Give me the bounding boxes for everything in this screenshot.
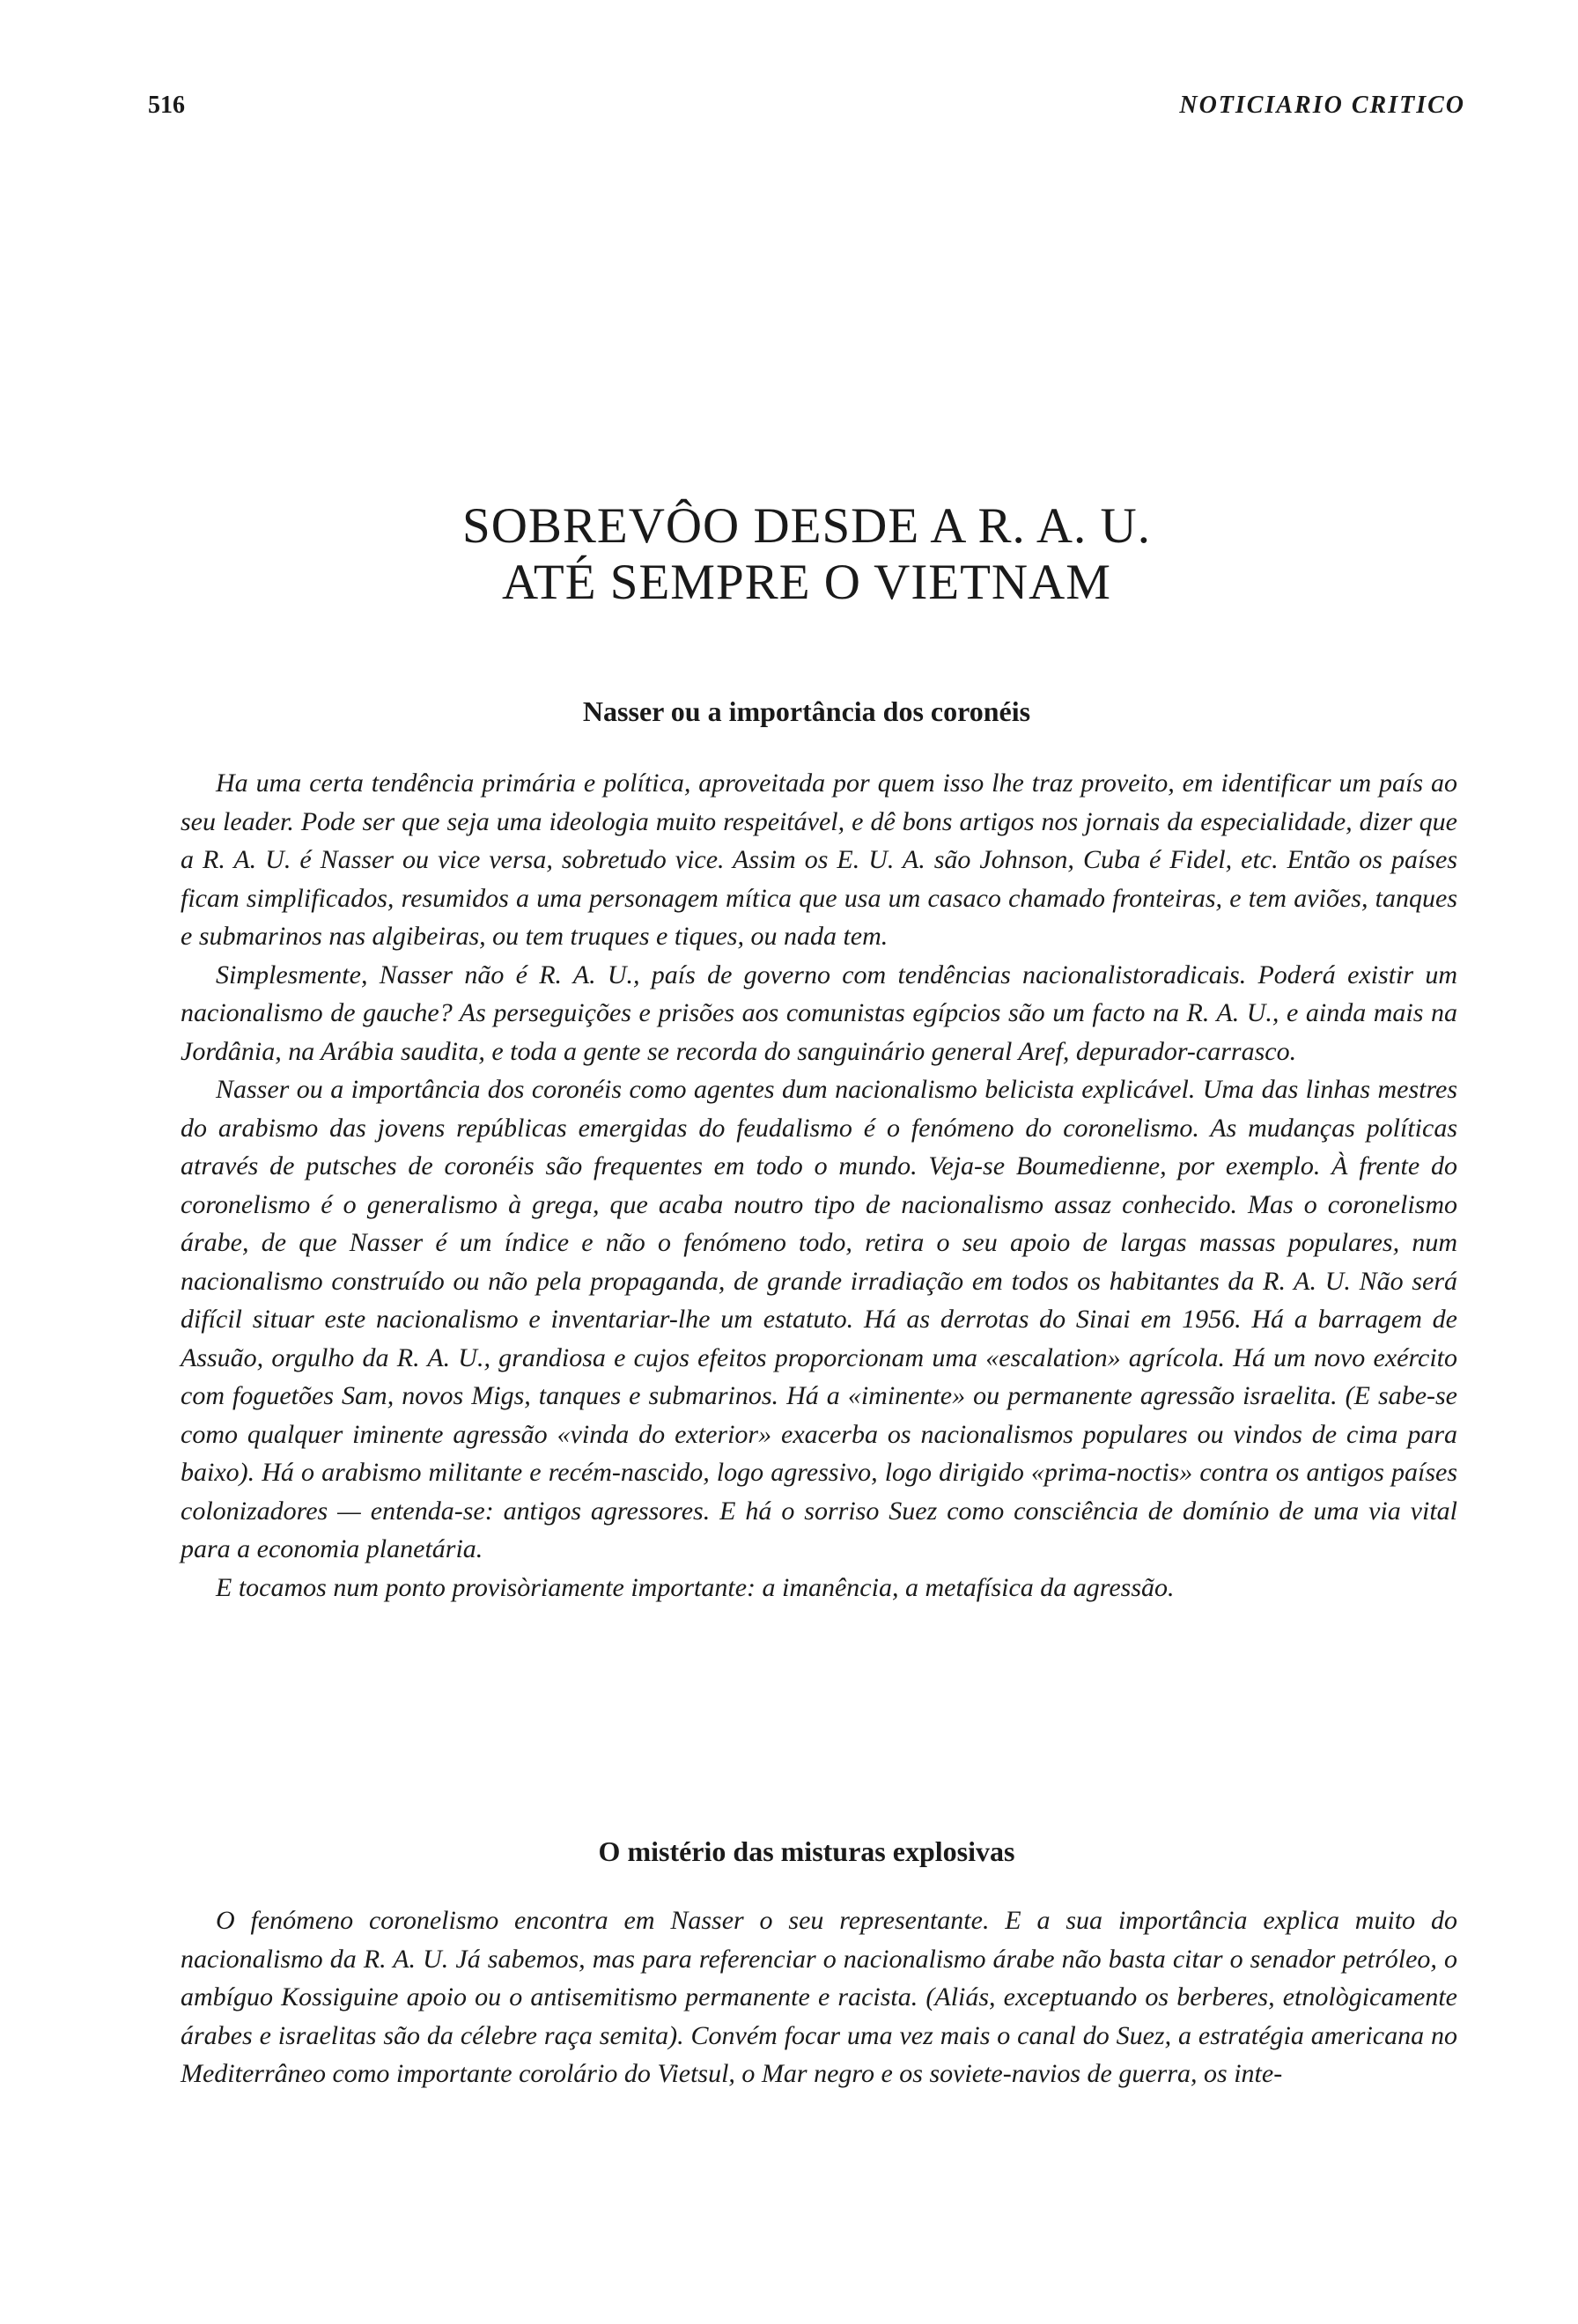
article-title-line-2: ATÉ SEMPRE O VIETNAM (502, 555, 1111, 610)
article-title (148, 498, 1465, 611)
paragraph: O fenómeno coronelismo encontra em Nasser o seu representante. E a sua importância explica muito do nacionalismo da R. A. U. Já sabemos, mas para referenciar o nacionalismo árabe não basta citar o senador petróleo, o ambíguo Kossiguine apoio ou o antisemitismo permanente e racista. (Aliás, exceptuando os berberes, etnològicamente árabes e israelitas são da célebre raça semita). Convém focar uma vez mais o canal do Suez, a estratégia americana no Mediterrâneo como importante corolário do Vietsul, o Mar negro e os soviete-navios de guerra, os inte- (181, 1906, 1457, 2088)
section-heading-nasser: Nasser ou a importância dos coronéis (582, 695, 1031, 727)
paragraph: Ha uma certa tendência primária e política, aproveitada por quem isso lhe traz proveito, em identificar um país ao seu leader. Pode ser que seja uma ideologia muito respeitável, e dê bons artigos nos jornais da especialidade, dizer que a R. A. U. é Nasser ou vice versa, sobretudo vice. Assim os E. U. A. são Johnson, Cuba é Fidel, etc. Então os países ficam simplificados, resumidos a uma personagem mítica que usa um casaco chamado fronteiras, e tem aviões, tanques e submarinos nas algibeiras, ou tem truques e tiques, ou nada tem. (181, 769, 1457, 951)
running-head: NOTICIARIO CRITICO (1179, 92, 1465, 119)
section-body-nasser (181, 764, 1457, 1607)
section-heading-misturas: O mistério das misturas explosivas (598, 1835, 1015, 1867)
page-number: 516 (148, 92, 185, 119)
paragraph: E tocamos num ponto provisòriamente importante: a imanência, a metafísica da agressão. (216, 1572, 1175, 1602)
page-header (148, 92, 1465, 127)
section-body-misturas (181, 1901, 1457, 2093)
article-title-line-1: SOBREVÔO DESDE A R. A. U. (462, 498, 1151, 554)
paragraph: Nasser ou a importância dos coronéis como agentes dum nacionalismo belicista explicável. Uma das linhas mestres do arabismo das jovens repúblicas emergidas do feudalismo é o fenómeno do coronelismo. As mudanças políticas através de putsches de coronéis são frequentes em todo o mundo. Veja-se Boumedienne, por exemplo. À frente do coronelismo é o generalismo à grega, que acaba noutro tipo de nacionalismo assaz conhecido. Mas o coronelismo árabe, de que Nasser é um índice e não o fenómeno todo, retira o seu apoio de largas massas populares, num nacionalismo construído ou não pela propaganda, de grande irradiação em todos os habitantes da R. A. U. Não será difícil situar este nacionalismo e inventariar-lhe um estatuto. Há as derrotas do Sinai em 1956. Há a barragem de Assuão, orgulho da R. A. U., grandiosa e cujos efeitos proporcionam uma «escalation» agrícola. Há um novo exército com foguetões Sam, novos Migs, tanques e submarinos. Há a «iminente» ou permanente agressão israelita. (E sabe-se como qualquer iminente agressão «vinda do exterior» exacerba os nacionalismos populares ou vindos de cima para baixo). Há o arabismo militante e recém-nascido, logo agressivo, logo dirigido «prima-noctis» contra os antigos países colonizadores — entenda-se: antigos agressores. E há o sorriso Suez como consciência de domínio de uma via vital para a economia planetária. (181, 1075, 1457, 1563)
paragraph: Simplesmente, Nasser não é R. A. U., país de governo com tendências nacionalistoradicais. Poderá existir um nacionalismo de gauche? As perseguições e prisões aos comunistas egípcios são um facto na R. A. U., e ainda mais na Jordânia, na Arábia saudita, e toda a gente se recorda do sanguinário general Aref, depurador-carrasco. (181, 960, 1457, 1066)
